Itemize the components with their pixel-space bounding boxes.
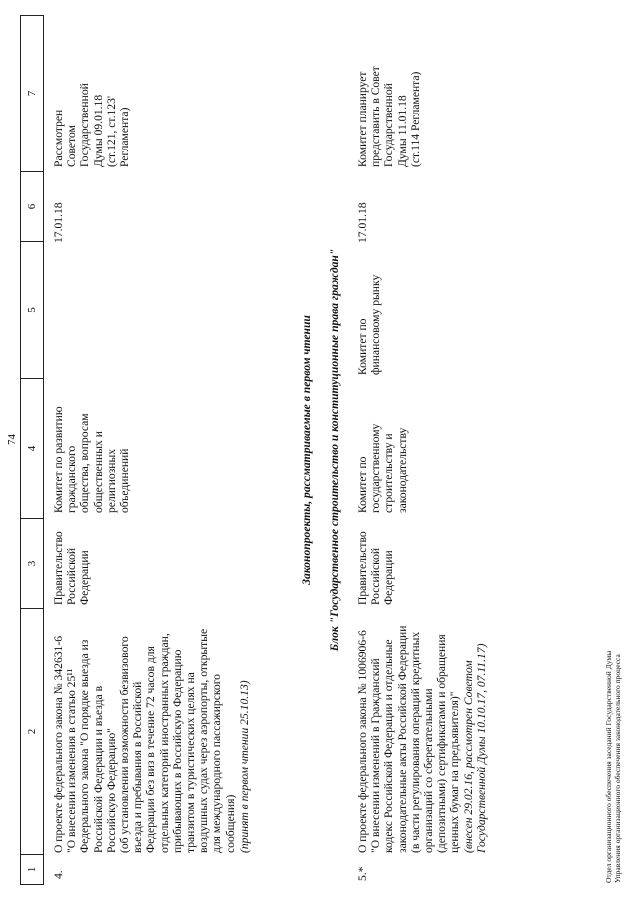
page-number: 74 [6,434,18,445]
row-5-result: Комитет планирует представить в Совет Государственной Думы 11.01.18 (ст.114 Регламента) [356,66,422,167]
row-5-number: 5.* [356,866,369,881]
row-5-initiator: Правительство Российской Федерации [356,531,396,605]
column-header-5: 5 [21,241,43,378]
row-4-initiator: Правительство Российской Федерации [52,531,92,605]
row-4-title: О проекте федерального закона № 342631-6 "О внесении изменения в статью 25¹¹ Федерального закона "О порядке выезда из Российской Федерации и въезда в Российскую Федерацию" (об установлении возможности безвизового въезда и пребывания в Российской Федерации без виз в течение 72 часов для отдельных категорий иностранных граждан, прибывающих в Российскую Федерацию транзитом в туристических целях на воздушных судах через аэропорты, открытые для международного пассажирского сообщения) [52,628,237,853]
row-5-co-committee: Комитет по финансовому рынку [356,274,383,375]
row-4-date: 17.01.18 [52,202,65,243]
footer-note: Отдел организационного обеспечения заседаний Государственной Думы Управления организационного обеспечения законодательного процесса [604,650,622,883]
row-5-committee: Комитет по государственному строительству и законодательству [356,423,409,513]
row-4-committee: Комитет по развитию гражданского общества, вопросам общественных и религиозных объединений [52,406,132,513]
row-4-number: 4. [52,870,65,879]
column-header-row [20,15,44,885]
block-heading: Блок "Государственное строительство и конституционные права граждан" [328,248,341,652]
row-5-date: 17.01.18 [356,202,369,243]
section-heading: Законопроекты, рассматриваемые в первом чтении [300,315,313,585]
column-header-7: 7 [26,90,38,97]
row-4-note: (принят в первом чтении 25.10.13) [238,680,251,853]
column-header-1: 1 [21,854,43,884]
row-5-note: (внесен 29.02.16, рассмотрен Советом Государственной Думы 10.10.17, 07.11.17) [462,643,489,853]
column-header-6: 6 [21,171,43,241]
column-header-3: 3 [21,518,43,608]
column-header-2: 2 [21,608,43,854]
row-4-result: Рассмотрен Советом Государственной Думы 09.01.18 (ст.121, ст.123' Регламента) [52,83,132,167]
row-5-title: О проекте федерального закона № 1006906-6 "О внесении изменений в Гражданский кодекс Российской Федерации и отдельные законодательные акты Российской Федерации (в части регулирования операций кредитных организаций со сберегательными (депозитными) сертификатами и обращения ценных бумаг на предъявителя)" [356,625,462,853]
column-header-4: 4 [21,378,43,518]
